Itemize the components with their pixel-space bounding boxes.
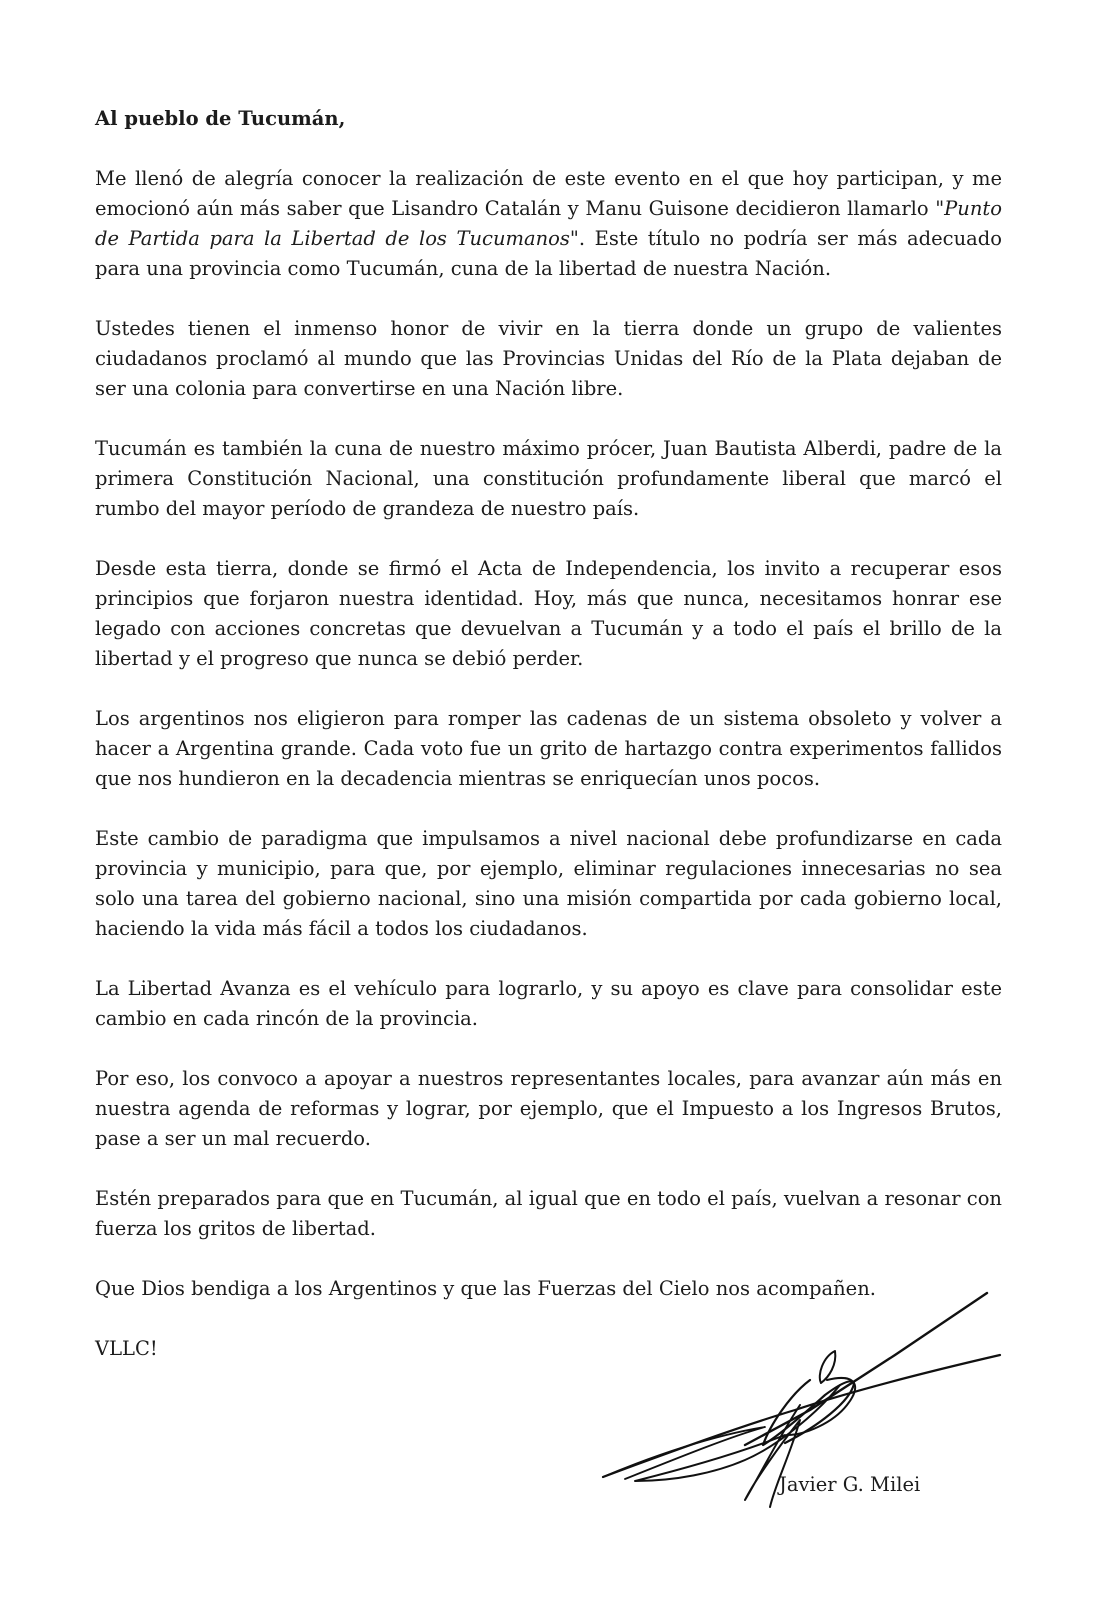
paragraph-1 (95, 164, 1002, 284)
signature-stroke-8 (603, 1427, 765, 1479)
signer-name: Javier G. Milei (779, 1473, 921, 1496)
paragraph-4: Desde esta tierra, donde se firmó el Acta de Independencia, los invito a recuperar esos principios que forjaron nuestra identidad. Hoy, más que nunca, necesitamos honrar ese legado con acciones concretas que devuelvan a Tucumán y a todo el país el brillo de la libertad y el progreso que nunca se debió perder. (95, 557, 1002, 670)
paragraph-7: La Libertad Avanza es el vehículo para lograrlo, y su apoyo es clave para consolidar este cambio en cada rincón de la provincia. (95, 977, 1002, 1030)
event-title-quote: "Punto de Partida para la Libertad de los Tucumanos" (95, 197, 1002, 250)
paragraph-1-tail: . Este título no podría ser más adecuado para una provincia como Tucumán, cuna de la libertad de nuestra Nación. (95, 227, 1002, 280)
paragraph-8: Por eso, los convoco a apoyar a nuestros representantes locales, para avanzar aún más en nuestra agenda de reformas y lograr, por ejemplo, que el Impuesto a los Ingresos Brutos, pase a ser un mal recuerdo. (95, 1067, 1002, 1150)
salutation: Al pueblo de Tucumán, (95, 107, 346, 130)
paragraph-3: Tucumán es también la cuna de nuestro máximo prócer, Juan Bautista Alberdi, padre de la primera Constitución Nacional, una constitución profundamente liberal que marcó el rumbo del mayor período de grandeza de nuestro país. (95, 437, 1002, 520)
paragraph-1-lead: Me llenó de alegría conocer la realización de este evento en el que hoy participan, y me emocionó aún más saber que Lisandro Catalán y Manu Guisone decidieron llamarlo (95, 167, 1002, 220)
letter-body (95, 104, 1002, 1394)
sign-off: VLLC! (95, 1337, 158, 1360)
paragraph-2: Ustedes tienen el inmenso honor de vivir en la tierra donde un grupo de valientes ciudadanos proclamó al mundo que las Provincias Unidas del Río de la Plata dejaban de ser una colonia para convertirse en una Nación libre. (95, 317, 1002, 400)
signature-stroke-1 (745, 1293, 987, 1445)
paragraph-5: Los argentinos nos eligieron para romper las cadenas de un sistema obsoleto y volver a hacer a Argentina grande. Cada voto fue un grito de hartazgo contra experimentos fallidos que nos hundieron en la decadencia mientras se enriquecían unos pocos. (95, 707, 1002, 790)
paragraph-6: Este cambio de paradigma que impulsamos a nivel nacional debe profundizarse en cada provincia y municipio, para que, por ejemplo, eliminar regulaciones innecesarias no sea solo una tarea del gobierno nacional, sino una misión compartida por cada gobierno local, haciendo la vida más fácil a todos los ciudadanos. (95, 827, 1002, 940)
paragraph-9: Estén preparados para que en Tucumán, al igual que en todo el país, vuelvan a resonar con fuerza los gritos de libertad. (95, 1187, 1002, 1240)
blessing-line: Que Dios bendiga a los Argentinos y que las Fuerzas del Cielo nos acompañen. (95, 1277, 876, 1300)
